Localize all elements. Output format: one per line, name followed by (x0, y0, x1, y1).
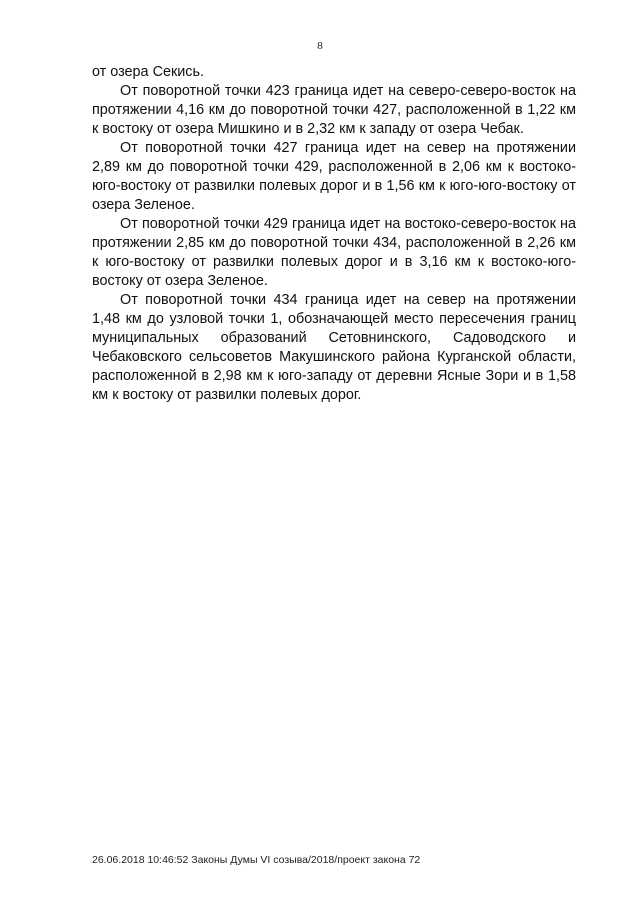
document-body (92, 63, 576, 405)
paragraph: От поворотной точки 427 граница идет на север на протяжении 2,89 км до поворотной точки 429, расположенной в 2,06 км к востоко-юго-востоку от развилки полевых дорог и в 1,56 км к юго-юго-востоку от озера Зеленое. (92, 140, 576, 213)
paragraph: От поворотной точки 434 граница идет на север на протяжении 1,48 км до узловой точки 1, обозначающей место пересечения границ муниципальных образований Сетовнинского, Садоводского и Чебаковского сельсоветов Макушинского района Курганской области, расположенной в 2,98 км к юго-западу от деревни Ясные Зори и в 1,58 км к востоку от развилки полевых дорог. (92, 292, 576, 403)
paragraph: От поворотной точки 429 граница идет на востоко-северо-восток на протяжении 2,85 км до поворотной точки 434, расположенной в 2,26 км к юго-востоку от развилки полевых дорог и в 3,16 км к востоко-юго-востоку от озера Зеленое. (92, 216, 576, 289)
page-number: 8 (317, 40, 323, 52)
paragraph: От поворотной точки 423 граница идет на северо-северо-восток на протяжении 4,16 км до поворотной точки 427, расположенной в 1,22 км к востоку от озера Мишкино и в 2,32 км к западу от озера Чебак. (92, 83, 576, 137)
document-footer: 26.06.2018 10:46:52 Законы Думы VI созыва/2018/проект закона 72 (92, 854, 421, 866)
paragraph: от озера Секись. (92, 64, 204, 80)
